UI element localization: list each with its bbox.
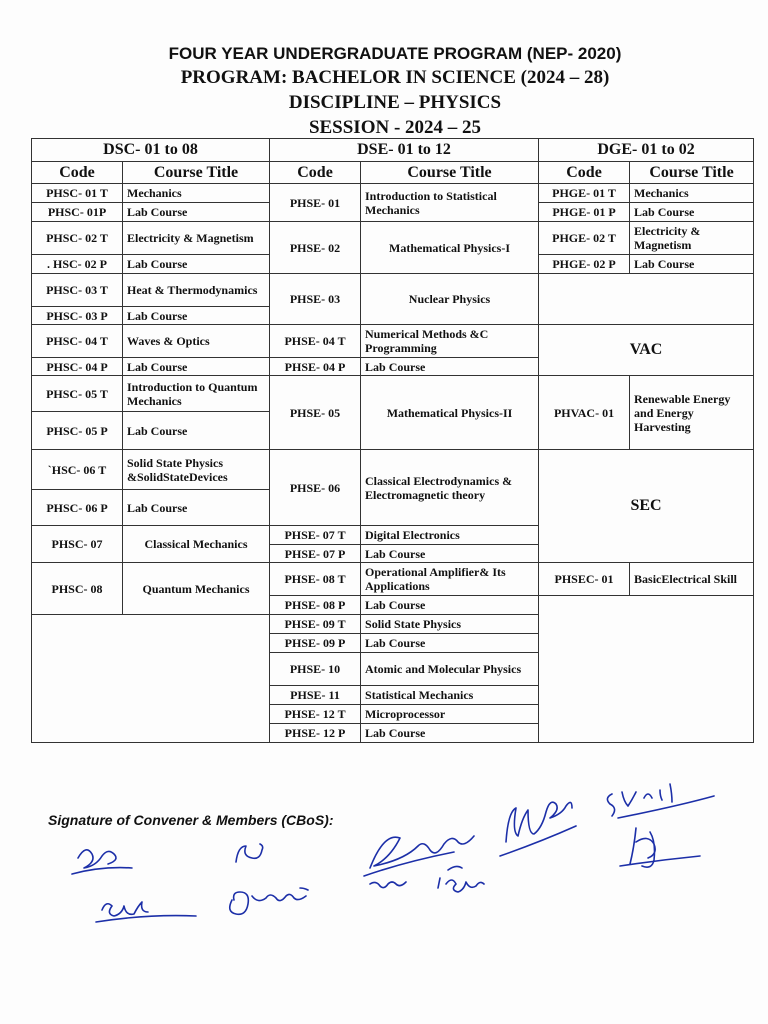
signature-5 <box>607 784 714 867</box>
signature-label: Signature of Convener & Members (CBoS): <box>48 812 334 828</box>
dse-code: PHSE- 05 <box>270 376 361 450</box>
dse-code: PHSE- 08 P <box>270 596 361 615</box>
dsc-title: Lab Course <box>123 203 270 222</box>
dsc-header: DSC- 01 to 08 <box>32 139 270 162</box>
session-title: SESSION - 2024 – 25 <box>308 117 482 138</box>
dge-title: Lab Course <box>630 203 754 222</box>
dsc-code: PHSC- 05 P <box>32 412 123 450</box>
dsc-code: PHSC- 03 P <box>32 307 123 325</box>
dge-title: Electricity & Magnetism <box>630 222 754 255</box>
empty-cell <box>539 596 754 743</box>
dse-title: Lab Course <box>361 596 539 615</box>
dsc-code: . HSC- 02 P <box>32 255 123 274</box>
sec-title: BasicElectrical Skill <box>630 563 754 596</box>
dsc-title: Lab Course <box>123 307 270 325</box>
dse-code: PHSE- 09 P <box>270 634 361 653</box>
dsc-title: Electricity & Magnetism <box>123 222 270 255</box>
dge-code-header: Code <box>539 162 630 184</box>
dse-code: PHSE- 09 T <box>270 615 361 634</box>
dse-code: PHSE- 07 P <box>270 545 361 563</box>
course-table <box>31 138 754 743</box>
dse-code: PHSE- 12 P <box>270 724 361 743</box>
dsc-code-header: Code <box>32 162 123 184</box>
dsc-code: PHSC- 01 T <box>32 184 123 203</box>
dge-code: PHGE- 02 P <box>539 255 630 274</box>
signature-4 <box>500 802 576 856</box>
dsc-code: `HSC- 06 T <box>32 450 123 490</box>
program-name: PROGRAM: BACHELOR IN SCIENCE (2024 – 28) <box>180 67 610 88</box>
dse-title: Lab Course <box>361 358 539 376</box>
dsc-title: Lab Course <box>123 412 270 450</box>
dsc-code: PHSC- 05 T <box>32 376 123 412</box>
dse-title: Lab Course <box>361 724 539 743</box>
dse-title: Lab Course <box>361 634 539 653</box>
dsc-code: PHSC- 08 <box>32 563 123 615</box>
dse-title: Lab Course <box>361 545 539 563</box>
dse-code: PHSE- 10 <box>270 653 361 686</box>
dsc-code: PHSC- 06 P <box>32 490 123 526</box>
dse-code: PHSE- 02 <box>270 222 361 274</box>
vac-title: Renewable Energy and Energy Harvesting <box>630 376 754 450</box>
dse-code: PHSE- 06 <box>270 450 361 526</box>
dse-title: Mathematical Physics-II <box>361 376 539 450</box>
dse-code-header: Code <box>270 162 361 184</box>
dse-code: PHSE- 08 T <box>270 563 361 596</box>
dse-title: Introduction to Statistical Mechanics <box>361 184 539 222</box>
discipline-title: DISCIPLINE – PHYSICS <box>288 92 502 113</box>
dse-title: Statistical Mechanics <box>361 686 539 705</box>
document-header <box>0 42 768 141</box>
dse-code: PHSE- 11 <box>270 686 361 705</box>
dsc-title: Introduction to Quantum Mechanics <box>123 376 270 412</box>
dsc-title: Lab Course <box>123 255 270 274</box>
dsc-title: Heat & Thermodynamics <box>123 274 270 307</box>
dse-code: PHSE- 07 T <box>270 526 361 545</box>
dse-title: Numerical Methods &C Programming <box>361 325 539 358</box>
dsc-title-header: Course Title <box>123 162 270 184</box>
dsc-code: PHSC- 04 T <box>32 325 123 358</box>
dse-code: PHSE- 12 T <box>270 705 361 724</box>
empty-cell <box>32 615 270 743</box>
dge-title-header: Course Title <box>630 162 754 184</box>
dsc-title: Classical Mechanics <box>123 526 270 563</box>
dsc-code: PHSC- 07 <box>32 526 123 563</box>
dse-code: PHSE- 01 <box>270 184 361 222</box>
dsc-title: Lab Course <box>123 490 270 526</box>
dse-code: PHSE- 04 T <box>270 325 361 358</box>
dsc-code: PHSC- 04 P <box>32 358 123 376</box>
dse-title: Atomic and Molecular Physics <box>361 653 539 686</box>
dsc-code: PHSC- 03 T <box>32 274 123 307</box>
dse-header: DSE- 01 to 12 <box>270 139 539 162</box>
sec-code: PHSEC- 01 <box>539 563 630 596</box>
dse-title: Solid State Physics <box>361 615 539 634</box>
signature-1 <box>72 850 196 922</box>
dse-title: Digital Electronics <box>361 526 539 545</box>
dsc-title: Lab Course <box>123 358 270 376</box>
dse-code: PHSE- 04 P <box>270 358 361 376</box>
sec-label: SEC <box>539 450 754 563</box>
dge-code: PHGE- 01 P <box>539 203 630 222</box>
signature-3 <box>364 836 484 892</box>
dse-title: Microprocessor <box>361 705 539 724</box>
dge-code: PHGE- 01 T <box>539 184 630 203</box>
dsc-code: PHSC- 01P <box>32 203 123 222</box>
dge-title: Lab Course <box>630 255 754 274</box>
dse-title: Classical Electrodynamics & Electromagnetic theory <box>361 450 539 526</box>
empty-cell <box>539 274 754 325</box>
dsc-title: Mechanics <box>123 184 270 203</box>
dsc-title: Quantum Mechanics <box>123 563 270 615</box>
dse-title: Mathematical Physics-I <box>361 222 539 274</box>
dsc-code: PHSC- 02 T <box>32 222 123 255</box>
dse-title: Operational Amplifier& Its Applications <box>361 563 539 596</box>
vac-label: VAC <box>539 325 754 376</box>
dsc-title: Solid State Physics &SolidStateDevices <box>123 450 270 490</box>
dse-title-header: Course Title <box>361 162 539 184</box>
dse-title: Nuclear Physics <box>361 274 539 325</box>
dge-code: PHGE- 02 T <box>539 222 630 255</box>
dge-header: DGE- 01 to 02 <box>539 139 754 162</box>
dge-title: Mechanics <box>630 184 754 203</box>
vac-code: PHVAC- 01 <box>539 376 630 450</box>
signature-2 <box>230 844 308 914</box>
program-title: FOUR YEAR UNDERGRADUATE PROGRAM (NEP- 2020) <box>168 44 622 63</box>
signatures <box>0 770 768 950</box>
dsc-title: Waves & Optics <box>123 325 270 358</box>
dse-code: PHSE- 03 <box>270 274 361 325</box>
